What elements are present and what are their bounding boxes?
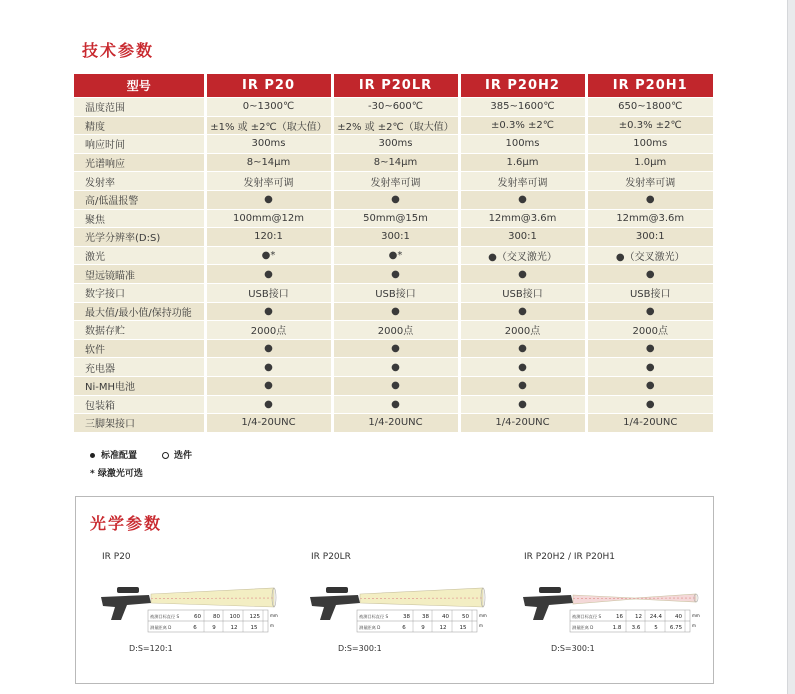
spec-cell: ● (459, 358, 586, 377)
optics-ratio: D:S=300:1 (338, 644, 382, 653)
spec-cell: ● (332, 339, 459, 358)
spot-label: 被测目标直径 S (359, 614, 389, 619)
spec-cell: 50mm@15m (332, 209, 459, 228)
thermometer-gun-icon (523, 595, 573, 620)
header-model-4: IR P20H1 (586, 74, 713, 98)
spec-cell: 385~1600℃ (459, 98, 586, 117)
filled-dot-icon (90, 453, 95, 458)
spec-row-label: 数据存贮 (74, 321, 205, 340)
distance-value: 1.8 (612, 625, 622, 631)
distance-value: 9 (421, 625, 425, 631)
spec-row (74, 153, 713, 172)
optics-figure-name: IR P20H2 / IR P20H1 (524, 552, 616, 562)
distance-value: 6 (193, 625, 197, 631)
spec-cell: ● (205, 265, 332, 284)
beam-cone (151, 588, 274, 607)
spec-cell: ● (332, 302, 459, 321)
distance-value: 5 (654, 625, 658, 631)
spec-cell: ● (332, 190, 459, 209)
spec-cell: 发射率可调 (332, 172, 459, 191)
scope-icon (326, 587, 348, 593)
spec-row-label: 三脚架接口 (74, 414, 205, 432)
spec-row-label: 发射率 (74, 172, 205, 191)
spec-cell: ±2% 或 ±2℃（取大值） (332, 116, 459, 135)
scope-icon (539, 587, 561, 593)
spec-cell: 1/4-20UNC (205, 414, 332, 432)
spec-cell: USB接口 (205, 283, 332, 302)
optics-panel (75, 496, 714, 684)
spec-row (74, 190, 713, 209)
spec-cell: ● (459, 302, 586, 321)
open-circle-icon (162, 452, 169, 459)
optics-ratio: D:S=300:1 (551, 644, 595, 653)
spec-cell: 8~14μm (205, 153, 332, 172)
spec-cell: ● (586, 190, 713, 209)
spec-row-label: 高/低温报警 (74, 190, 205, 209)
spot-label: 被测目标直径 S (150, 614, 180, 619)
spec-cell: -30~600℃ (332, 98, 459, 117)
spec-cell: 8~14μm (332, 153, 459, 172)
spec-cell: 发射率可调 (586, 172, 713, 191)
distance-label: 测量距离 D (359, 625, 381, 630)
distance-value: 6.75 (669, 625, 683, 631)
spec-row (74, 98, 713, 117)
spec-cell: ● (586, 358, 713, 377)
spec-row-label: 精度 (74, 116, 205, 135)
spec-cell: 发射率可调 (205, 172, 332, 191)
spec-cell: ● (332, 395, 459, 414)
spec-row-label: 软件 (74, 339, 205, 358)
spec-cell: ● (586, 395, 713, 414)
spec-cell: ● (586, 339, 713, 358)
spec-cell: ● (459, 190, 586, 209)
distance-value: 15 (250, 625, 258, 631)
optics-figure-name: IR P20LR (311, 552, 351, 562)
optics-figure-diagram (521, 574, 721, 644)
legend-note: * 绿激光可选 (90, 469, 143, 479)
spot-value: 12 (635, 614, 642, 620)
spec-row (74, 172, 713, 191)
header-model-2: IR P20LR (332, 74, 459, 98)
spec-cell: ±0.3% ±2℃ (586, 116, 713, 135)
spec-cell: ●（交叉激光） (586, 246, 713, 265)
spec-cell: ● (205, 358, 332, 377)
spec-row (74, 209, 713, 228)
spec-cell: ±1% 或 ±2℃（取大值） (205, 116, 332, 135)
spec-cell: 1/4-20UNC (459, 414, 586, 432)
spec-row (74, 246, 713, 265)
distance-label: 测量距离 D (150, 625, 172, 630)
spec-row-label: 响应时间 (74, 135, 205, 154)
spec-cell: 1/4-20UNC (332, 414, 459, 432)
beam-cone (573, 594, 696, 604)
spec-cell: 100ms (586, 135, 713, 154)
spot-value: 125 (249, 614, 260, 620)
spec-cell: 12mm@3.6m (586, 209, 713, 228)
spec-cell: ● (459, 395, 586, 414)
spec-cell: ● (459, 265, 586, 284)
section-title-specs: 技术参数 (82, 41, 155, 60)
spec-cell: ●* (205, 246, 332, 265)
page-edge-bar (788, 0, 795, 694)
spec-row (74, 376, 713, 395)
spec-cell: 120:1 (205, 228, 332, 247)
spec-row (74, 228, 713, 247)
spot-value: 80 (213, 614, 220, 620)
spec-cell: 2000点 (205, 321, 332, 340)
spec-row-label: 包装箱 (74, 395, 205, 414)
spec-row-label: 最大值/最小值/保持功能 (74, 302, 205, 321)
spot-value: 16 (616, 614, 623, 620)
spec-cell: 100mm@12m (205, 209, 332, 228)
spec-row (74, 321, 713, 340)
legend-standard-optional (90, 448, 192, 461)
spot-value: 38 (403, 614, 410, 620)
spec-table (74, 74, 713, 432)
spec-cell: ● (459, 339, 586, 358)
spot-value: 50 (462, 614, 469, 620)
spec-cell: 12mm@3.6m (459, 209, 586, 228)
spec-row (74, 302, 713, 321)
distance-unit: m (479, 623, 483, 628)
spec-cell: 发射率可调 (459, 172, 586, 191)
spec-cell: USB接口 (332, 283, 459, 302)
distance-value: 3.6 (631, 625, 641, 631)
spot-value: 60 (194, 614, 201, 620)
spot-value: 100 (229, 614, 240, 620)
spec-cell: 300:1 (586, 228, 713, 247)
spec-row (74, 265, 713, 284)
spec-cell: 2000点 (459, 321, 586, 340)
spot-unit: mm (270, 613, 278, 618)
distance-value: 12 (439, 625, 447, 631)
spec-cell: USB接口 (459, 283, 586, 302)
distance-value: 15 (459, 625, 467, 631)
spot-value: 40 (442, 614, 449, 620)
legend-standard-label: 标准配置 (101, 451, 138, 461)
scope-icon (117, 587, 139, 593)
spec-cell: 300:1 (459, 228, 586, 247)
spec-row-label: 光学分辨率(D:S) (74, 228, 205, 247)
spec-cell: ● (586, 265, 713, 284)
spot-unit: mm (692, 613, 700, 618)
spec-row (74, 116, 713, 135)
spec-cell: ● (332, 358, 459, 377)
spec-body (74, 98, 713, 432)
distance-label: 测量距离 D (572, 625, 594, 630)
spec-cell: 300:1 (332, 228, 459, 247)
distance-value: 6 (402, 625, 406, 631)
section-title-optics: 光学参数 (90, 514, 163, 533)
distance-value: 9 (212, 625, 216, 631)
spot-value: 40 (675, 614, 682, 620)
spec-row (74, 395, 713, 414)
header-model-label: 型号 (74, 74, 205, 98)
spec-cell: 100ms (459, 135, 586, 154)
spec-cell: 2000点 (332, 321, 459, 340)
spec-row-label: 激光 (74, 246, 205, 265)
optics-figure-diagram (99, 574, 299, 644)
header-model-1: IR P20 (205, 74, 332, 98)
spot-value: 24.4 (649, 614, 662, 620)
spot-label: 被测目标直径 S (572, 614, 602, 619)
optics-figure-diagram (308, 574, 508, 644)
spec-cell: ● (586, 376, 713, 395)
optics-figure-name: IR P20 (102, 552, 131, 562)
distance-value: 12 (230, 625, 238, 631)
header-model-3: IR P20H2 (459, 74, 586, 98)
spec-cell: ● (205, 302, 332, 321)
spec-cell: ● (205, 190, 332, 209)
spec-cell: 0~1300℃ (205, 98, 332, 117)
spec-cell: 1.0μm (586, 153, 713, 172)
spec-cell: ●（交叉激光） (459, 246, 586, 265)
spec-cell: 650~1800℃ (586, 98, 713, 117)
spec-cell: ● (205, 339, 332, 358)
spec-row (74, 135, 713, 154)
spot-unit: mm (479, 613, 487, 618)
spec-row-label: 望远镜瞄准 (74, 265, 205, 284)
spec-row-label: 光谱响应 (74, 153, 205, 172)
spec-cell: ±0.3% ±2℃ (459, 116, 586, 135)
distance-unit: m (692, 623, 696, 628)
spec-row-label: 温度范围 (74, 98, 205, 117)
spec-row (74, 358, 713, 377)
spec-cell: USB接口 (586, 283, 713, 302)
beam-cone (360, 588, 483, 607)
spec-cell: 300ms (332, 135, 459, 154)
spec-row (74, 339, 713, 358)
spec-cell: 300ms (205, 135, 332, 154)
spec-row-label: 充电器 (74, 358, 205, 377)
spec-cell: ● (205, 376, 332, 395)
spec-cell: 2000点 (586, 321, 713, 340)
legend-optional-label: 选件 (174, 451, 193, 461)
spec-row (74, 283, 713, 302)
thermometer-gun-icon (310, 595, 360, 620)
spec-cell: 1/4-20UNC (586, 414, 713, 432)
spec-cell: ● (332, 376, 459, 395)
spec-cell: ● (205, 395, 332, 414)
spec-cell: ● (459, 376, 586, 395)
spec-row (74, 414, 713, 432)
spot-value: 38 (422, 614, 429, 620)
spec-cell: 1.6μm (459, 153, 586, 172)
spec-row-label: 数字接口 (74, 283, 205, 302)
spec-cell: ● (586, 302, 713, 321)
spec-cell: ● (332, 265, 459, 284)
spec-row-label: Ni-MH电池 (74, 376, 205, 395)
distance-unit: m (270, 623, 274, 628)
spec-cell: ●* (332, 246, 459, 265)
thermometer-gun-icon (101, 595, 151, 620)
spec-row-label: 聚焦 (74, 209, 205, 228)
spec-header-row (74, 74, 713, 98)
optics-ratio: D:S=120:1 (129, 644, 173, 653)
